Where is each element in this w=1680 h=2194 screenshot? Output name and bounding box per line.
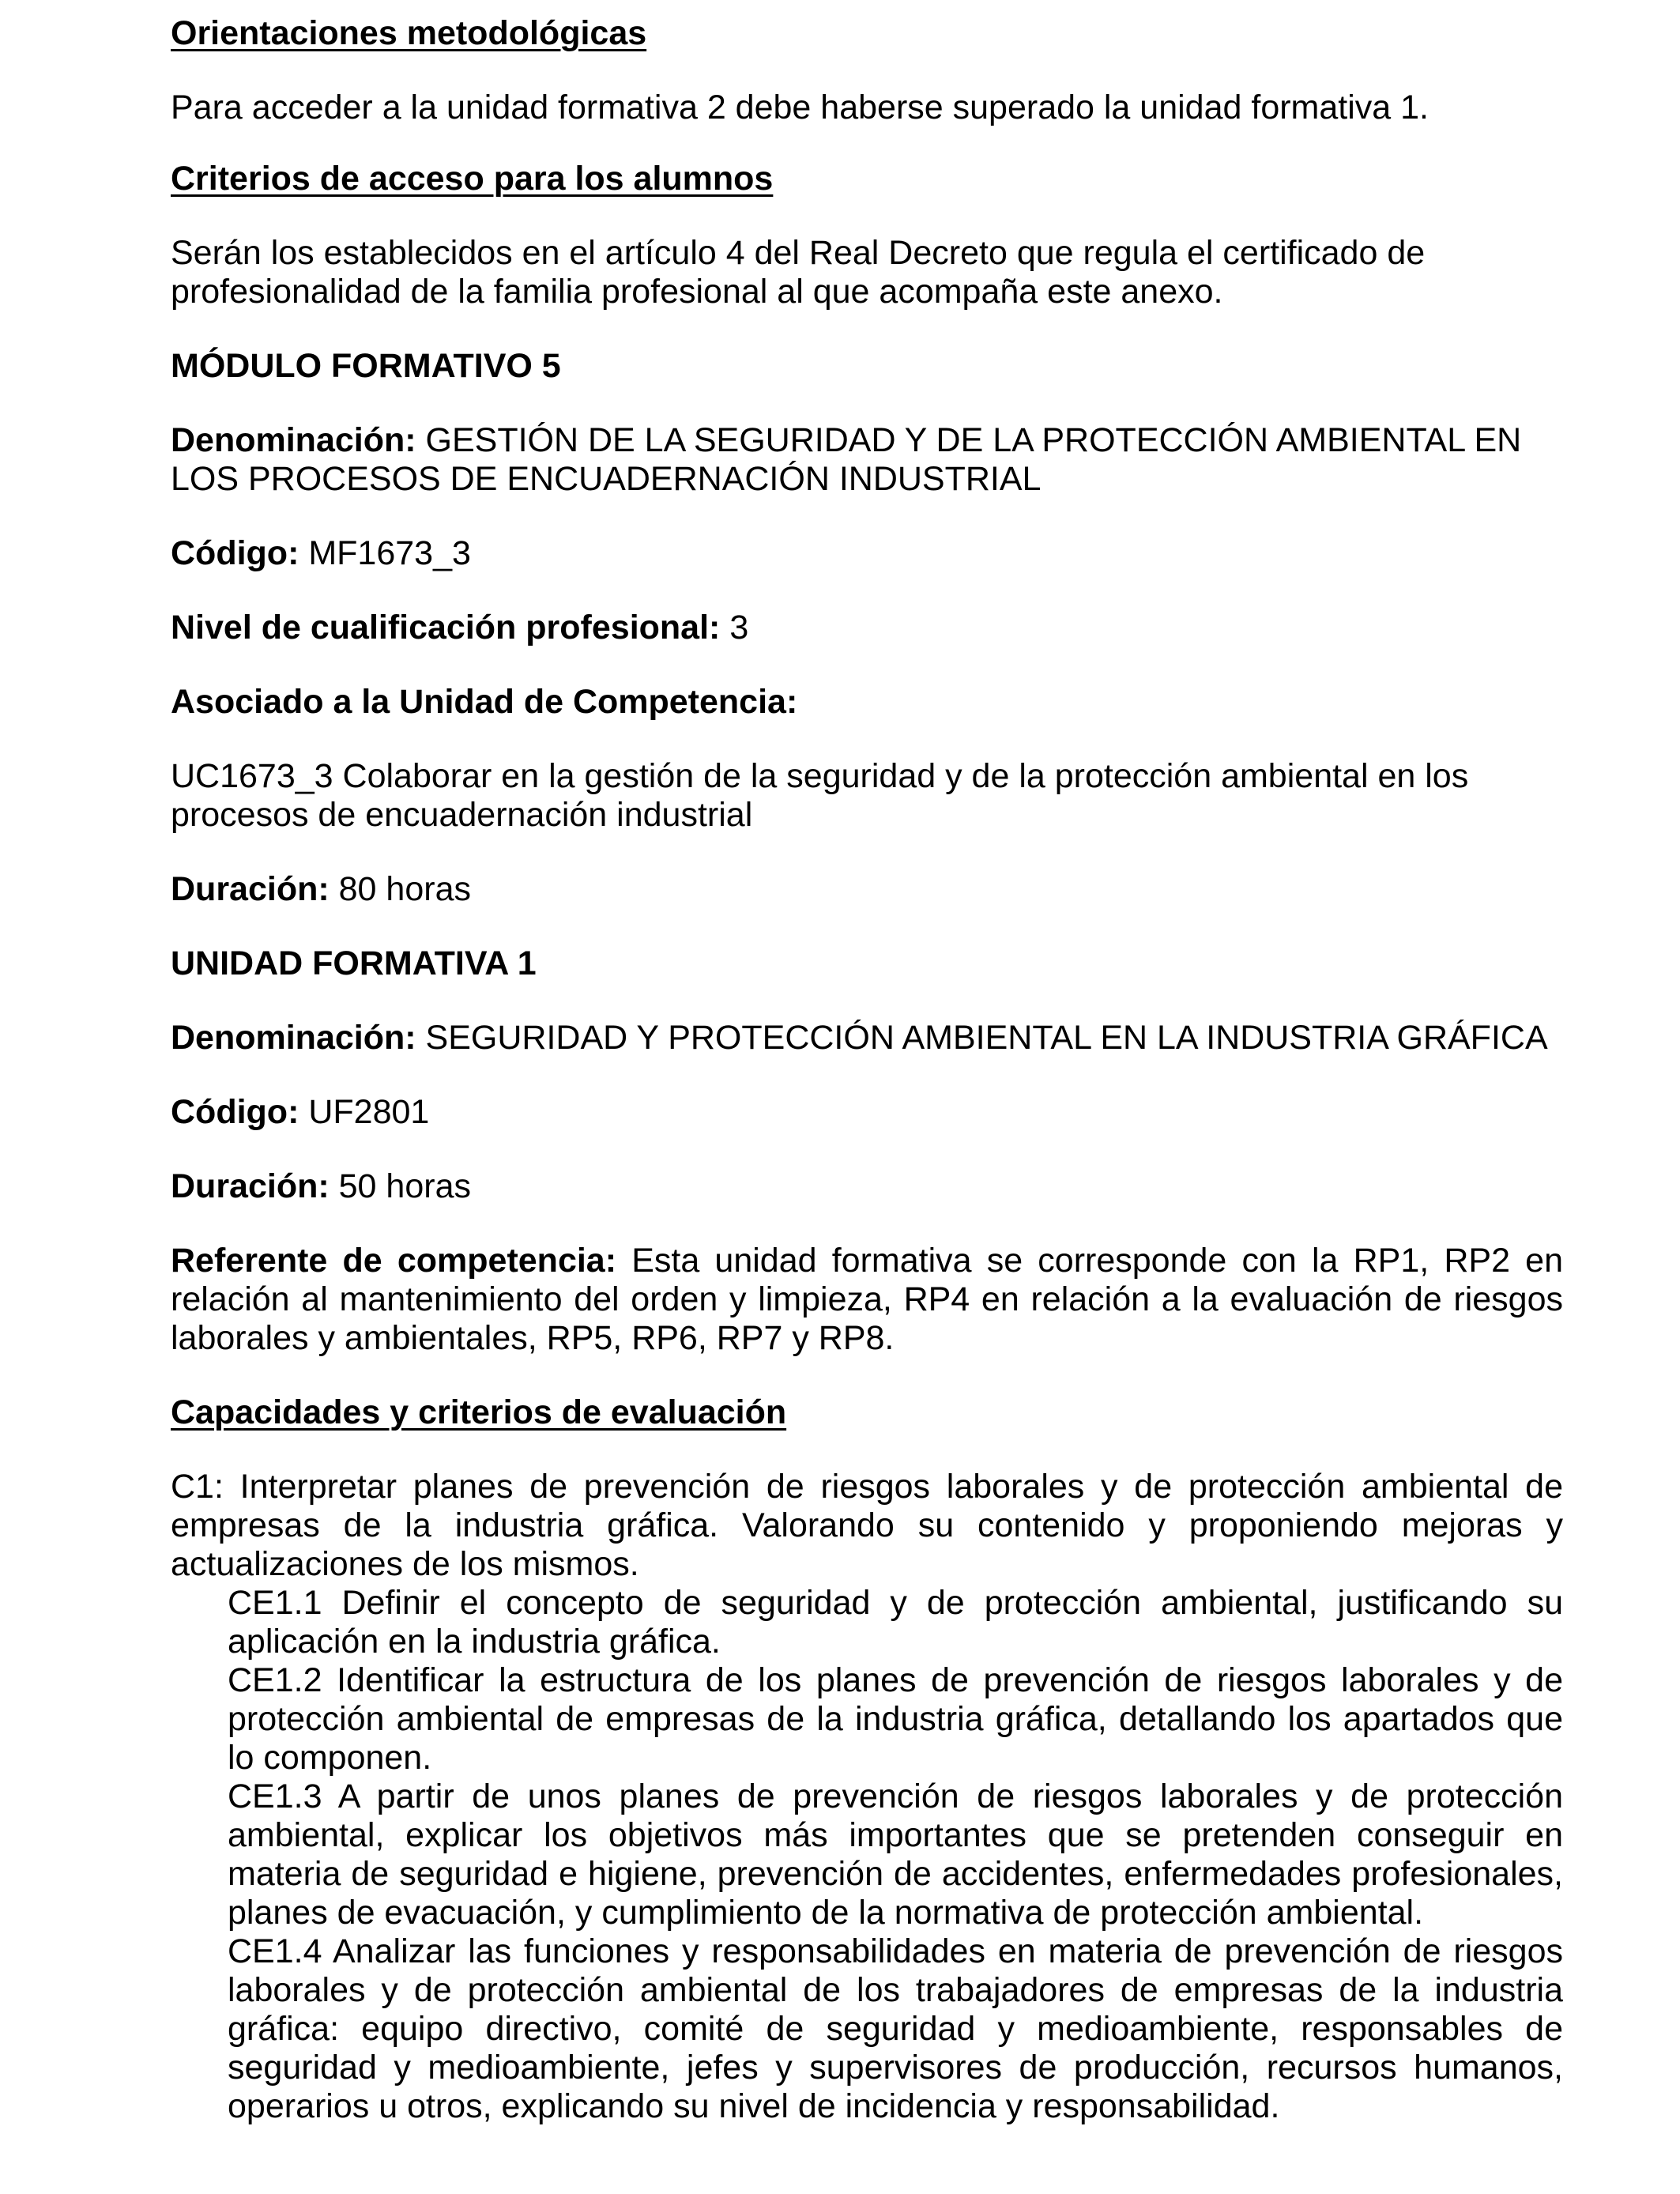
label: Duración:	[171, 1167, 330, 1205]
modulo-title: MÓDULO FORMATIVO 5	[171, 347, 561, 385]
criterios-acceso-heading: Criterios de acceso para los alumnos	[171, 160, 774, 198]
value: UF2801	[308, 1093, 430, 1131]
value: Esta unidad formativa se corresponde con la RP1, RP2 en relación al mantenimiento del orden y limpieza, RP4 en relación a la evaluación de riesgos laborales y ambientales, RP5, RP6, RP7 y RP8.	[171, 1242, 1563, 1357]
label: Código:	[171, 534, 299, 572]
value: SEGURIDAD Y PROTECCIÓN AMBIENTAL EN LA INDUSTRIA GRÁFICA	[425, 1019, 1548, 1057]
value: 3	[729, 609, 749, 647]
modulo-duracion	[171, 870, 1563, 909]
capacidades-heading: Capacidades y criterios de evaluación	[171, 1393, 787, 1431]
unidad-referente	[171, 1242, 1563, 1358]
label: Denominación:	[171, 1019, 416, 1057]
unidad-denominacion	[171, 1019, 1563, 1057]
criterio-ce1-2: CE1.2 Identificar la estructura de los planes de prevención de riesgos laborales y de protección ambiental de empresas de la industria gráfica, detallando los apartados que lo componen.	[228, 1661, 1563, 1777]
orientaciones-heading: Orientaciones metodológicas	[171, 14, 647, 52]
value: MF1673_3	[308, 534, 471, 572]
label: Nivel de cualificación profesional:	[171, 609, 721, 647]
criterios-acceso-text: Serán los establecidos en el artículo 4 del Real Decreto que regula el certificado de profesionalidad de la familia profesional al que acompaña este anexo.	[171, 234, 1426, 311]
criterio-ce1-3: CE1.3 A partir de unos planes de prevención de riesgos laborales y de protección ambiental, explicar los objetivos más importantes que se pretenden conseguir en materia de seguridad e higiene, prevención de accidentes, enfermedades profesionales, planes de evacuación, y cumplimiento de la normativa de protección ambiental.	[228, 1777, 1563, 1932]
modulo-denominacion	[171, 421, 1563, 499]
modulo-nivel	[171, 609, 1563, 647]
modulo-asociado-value: UC1673_3 Colaborar en la gestión de la seguridad y de la protección ambiental en los procesos de encuadernación industrial	[171, 757, 1469, 834]
document-page	[171, 14, 1563, 2126]
label: Denominación:	[171, 421, 416, 459]
label: Referente de competencia:	[171, 1242, 617, 1280]
criterio-ce1-1: CE1.1 Definir el concepto de seguridad y de protección ambiental, justificando su aplicación en la industria gráfica.	[228, 1584, 1563, 1661]
label: Código:	[171, 1093, 299, 1131]
criterio-ce1-4: CE1.4 Analizar las funciones y responsabilidades en materia de prevención de riesgos laborales y de protección ambiental de los trabajadores de empresas de la industria gráfica: equipo directivo, comité de seguridad y medioambiente, responsables de seguridad y medioambiente, jefes y supervisores de producción, recursos humanos, operarios u otros, explicando su nivel de incidencia y responsabilidad.	[228, 1932, 1563, 2125]
modulo-asociado-label: Asociado a la Unidad de Competencia:	[171, 683, 798, 721]
unidad-duracion	[171, 1167, 1563, 1206]
value: 50 horas	[338, 1167, 471, 1205]
modulo-codigo	[171, 534, 1563, 573]
orientaciones-text: Para acceder a la unidad formativa 2 debe haberse superado la unidad formativa 1.	[171, 89, 1430, 126]
value: GESTIÓN DE LA SEGURIDAD Y DE LA PROTECCIÓN AMBIENTAL EN LOS PROCESOS DE ENCUADERNACIÓN INDUSTRIAL	[171, 421, 1522, 498]
label: Duración:	[171, 870, 330, 908]
capacidad-c1: C1: Interpretar planes de prevención de riesgos laborales y de protección ambiental de empresas de la industria gráfica. Valorando su contenido y proponiendo mejoras y actualizaciones de los mismos.	[171, 1468, 1563, 1583]
value: 80 horas	[338, 870, 471, 908]
unidad-codigo	[171, 1093, 1563, 1132]
unidad-title: UNIDAD FORMATIVA 1	[171, 944, 537, 982]
